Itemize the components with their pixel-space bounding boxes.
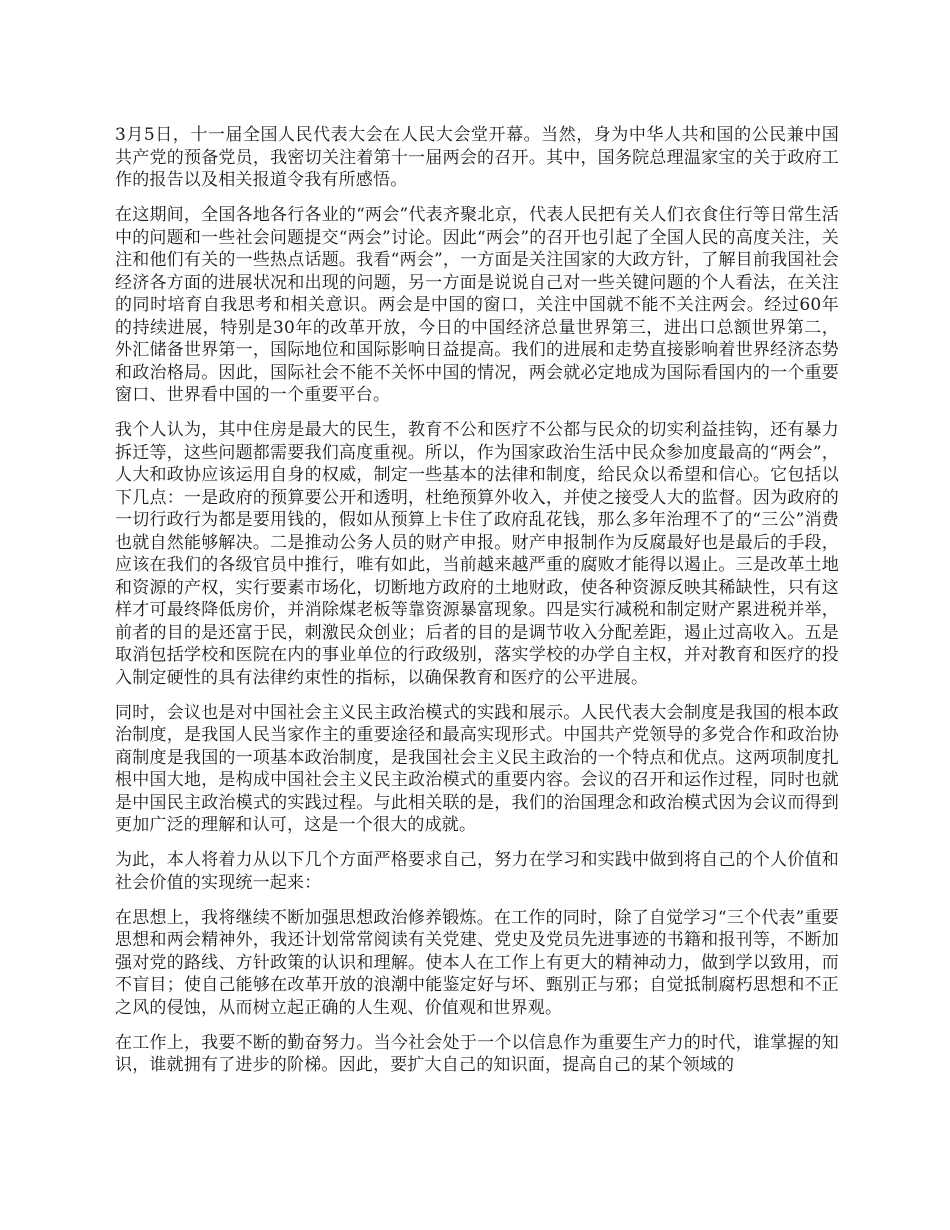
paragraph: 在工作上，我要不断的勤奋努力。当今社会处于一个以信息作为重要生产力的时代，谁掌握的知识，谁就拥有了进步的阶梯。因此，要扩大自己的知识面，提高自己的某个领域的 [115,1032,839,1075]
paragraph: 我个人认为，其中住房是最大的民生，教育不公和医疗不公都与民众的切实利益挂钩，还有暴力拆迁等，这些问题都需要我们高度重视。所以，作为国家政治生活中民众参加度最高的“两会”，人大和政协应该运用自身的权威，制定一些基本的法律和制度，给民众以希望和信心。它包括以下几点：一是政府的预算要公开和透明，杜绝预算外收入，并使之接受人大的监督。因为政府的一切行政行为都是要用钱的，假如从预算上卡住了政府乱花钱，那么多年治理不了的“三公”消费也就自然能够解决。二是推动公务人员的财产申报。财产申报制作为反腐最好也是最后的手段，应该在我们的各级官员中推行，唯有如此，当前越来越严重的腐败才能得以遏止。三是改革土地和资源的产权，实行要素市场化，切断地方政府的土地财政，使各种资源反映其稀缺性，只有这样才可最终降低房价，并消除煤老板等靠资源暴富现象。四是实行减税和制定财产累进税并举，前者的目的是还富于民，刺激民众创业；后者的目的是调节收入分配差距，遏止过高收入。五是取消包括学校和医院在内的事业单位的行政级别，落实学校的办学自主权，并对教育和医疗的投入制定硬性的具有法律约束性的指标，以确保教育和医疗的公平进展。 [115,420,839,688]
paragraph: 3月5日，十一届全国人民代表大会在人民大会堂开幕。当然，身为中华人共和国的公民兼中国共产党的预备党员，我密切关注着第十一届两会的召开。其中，国务院总理温家宝的关于政府工作的报告以及相关报道令我有所感悟。 [115,125,839,190]
paragraph: 为此，本人将着力从以下几个方面严格要求自己，努力在学习和实践中做到将自己的个人价值和社会价值的实现统一起来： [115,850,839,893]
paragraph: 在这期间，全国各地各行各业的“两会”代表齐聚北京，代表人民把有关人们衣食住行等日常生活中的问题和一些社会问题提交“两会”讨论。因此“两会”的召开也引起了全国人民的高度关注，关注和他们有关的一些热点话题。我看“两会”，一方面是关注国家的大政方针，了解目前我国社会经济各方面的进展状况和出现的问题，另一方面是说说自己对一些关键问题的个人看法，在关注的同时培育自我思考和相关意识。两会是中国的窗口，关注中国就不能不关注两会。经过60年的持续进展，特别是30年的改革开放，今日的中国经济总量世界第三，进出口总额世界第二，外汇储备世界第一，国际地位和国际影响日益提高。我们的进展和走势直接影响着世界经济态势和政治格局。因此，国际社会不能不关怀中国的情况，两会就必定地成为国际看国内的一个重要窗口、世界看中国的一个重要平台。 [115,205,839,405]
document-body [115,124,839,1089]
paragraph: 在思想上，我将继续不断加强思想政治修养锻炼。在工作的同时，除了自觉学习“三个代表”重要思想和两会精神外，我还计划常常阅读有关党建、党史及党员先进事迹的书籍和报刊等，不断加强对党的路线、方针政策的认识和理解。使本人在工作上有更大的精神动力，做到学以致用，而不盲目；使自己能够在改革开放的浪潮中能鉴定好与坏、甄别正与邪；自觉抵制腐朽思想和不正之风的侵蚀，从而树立起正确的人生观、价值观和世界观。 [115,907,839,1018]
paragraph: 同时，会议也是对中国社会主义民主政治模式的实践和展示。人民代表大会制度是我国的根本政治制度，是我国人民当家作主的重要途径和最高实现形式。中国共产党领导的多党合作和政治协商制度是我国的一项基本政治制度，是我国社会主义民主政治的一个特点和优点。这两项制度扎根中国大地，是构成中国社会主义民主政治模式的重要内容。会议的召开和运作过程，同时也就是中国民主政治模式的实践过程。与此相关联的是，我们的治国理念和政治模式因为会议而得到更加广泛的理解和认可，这是一个很大的成就。 [115,702,839,835]
